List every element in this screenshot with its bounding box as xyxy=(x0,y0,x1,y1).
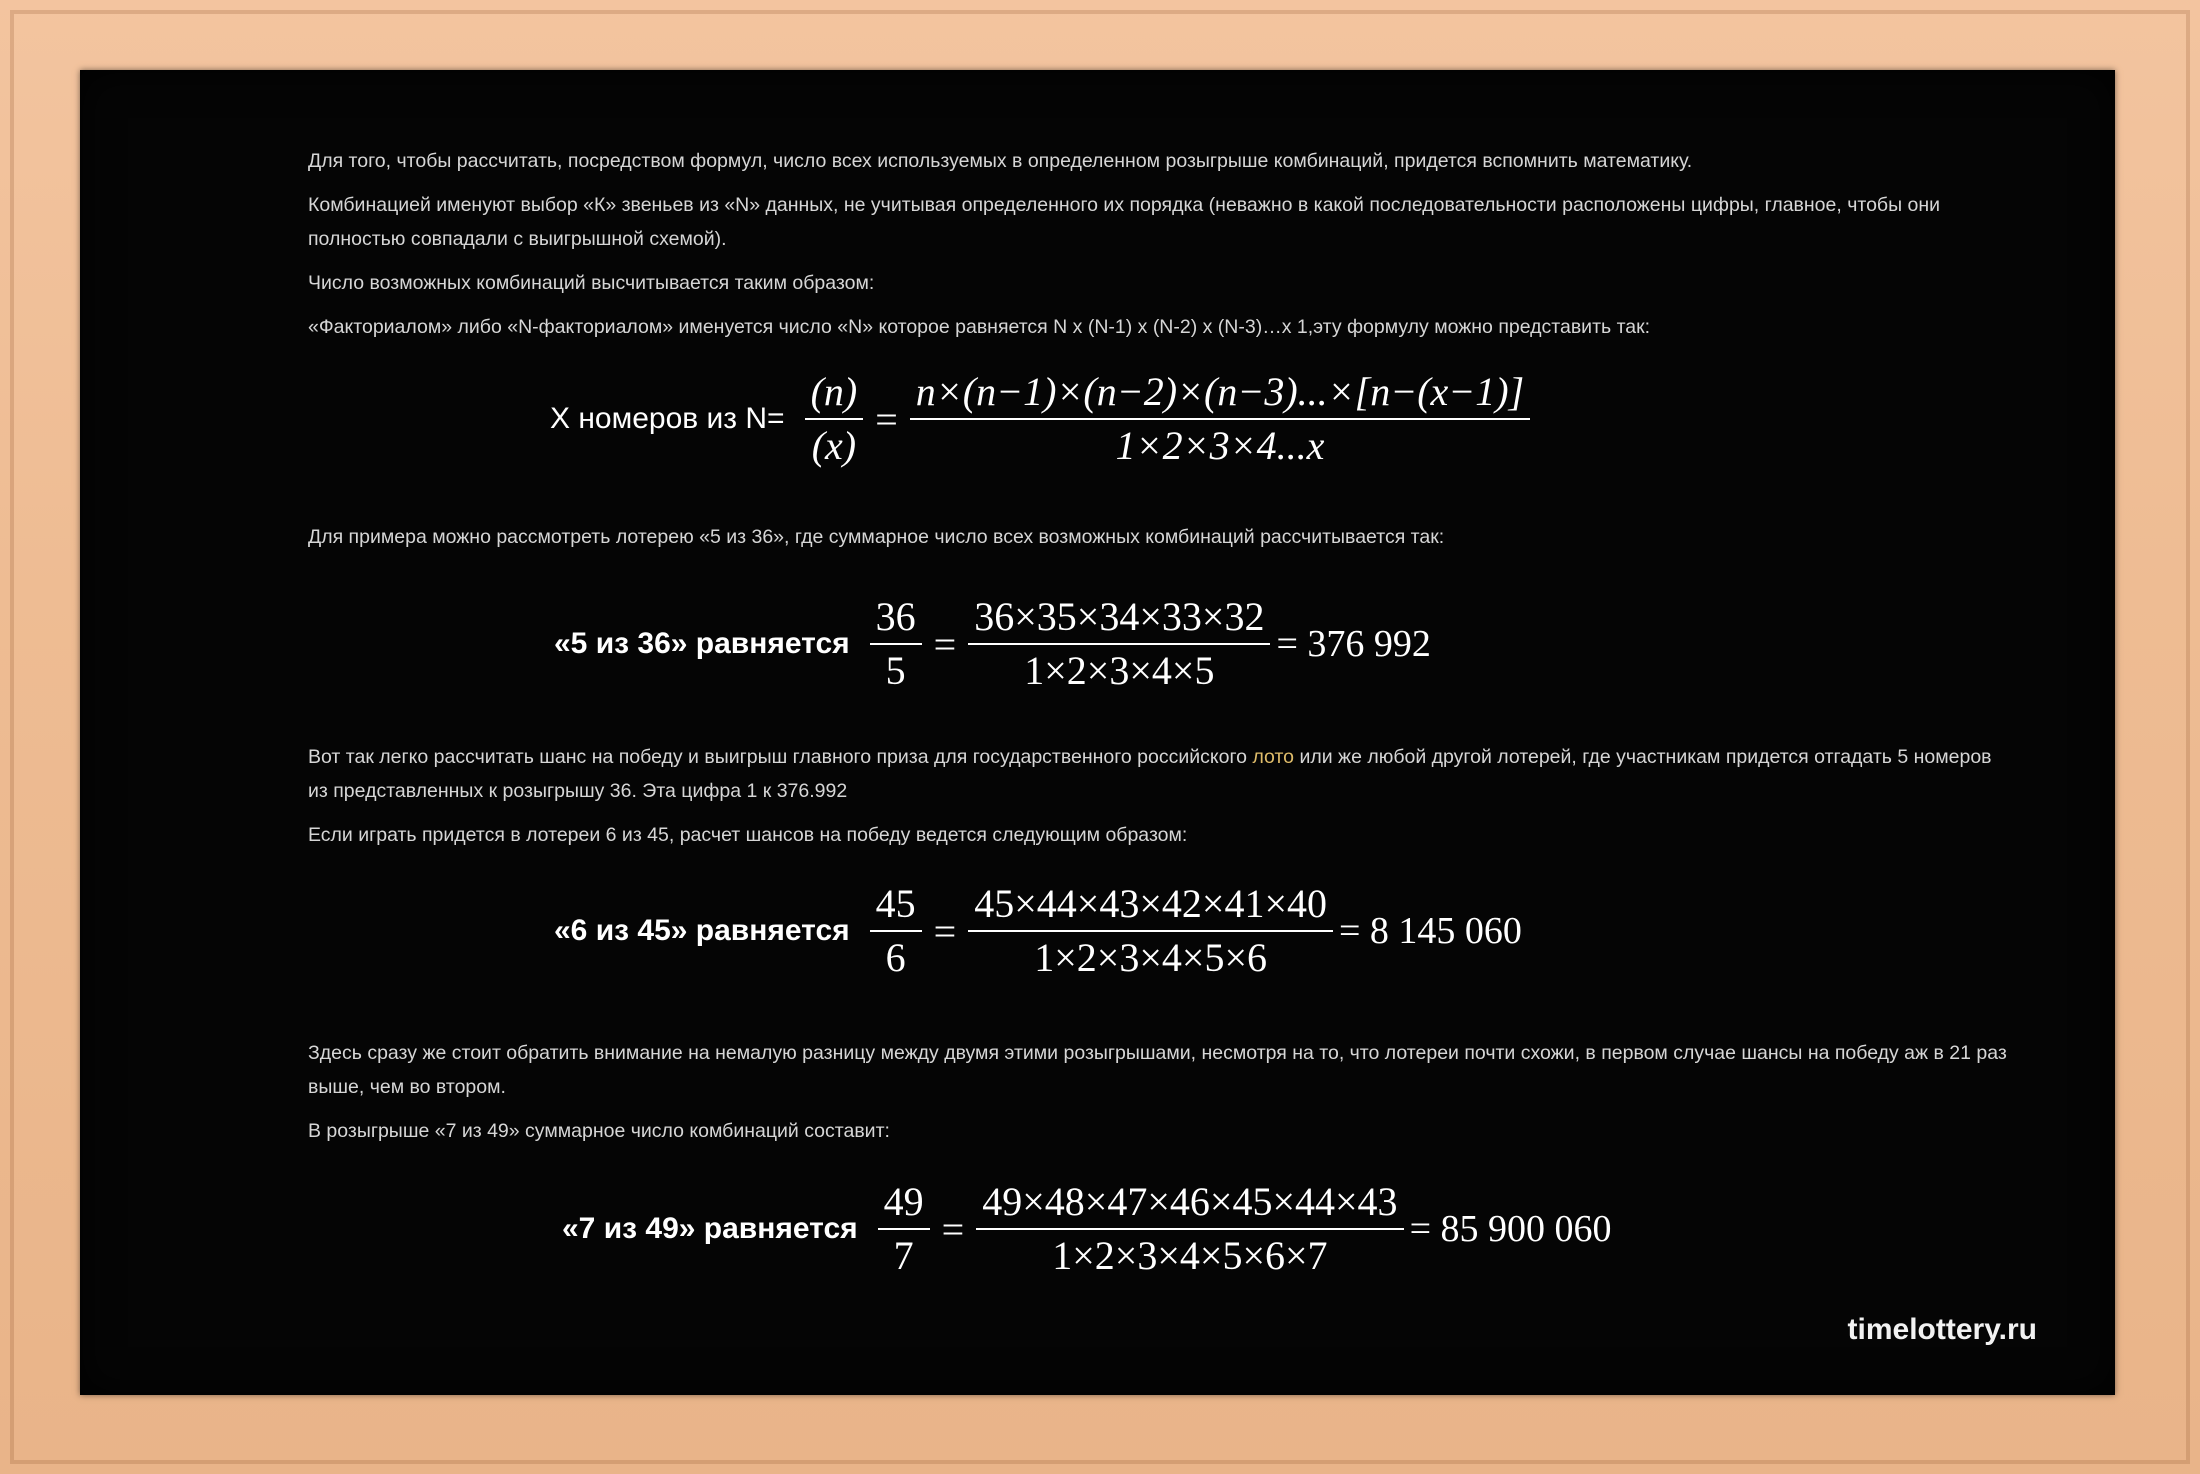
paragraph-combinations-count: Число возможных комбинаций высчитывается таким образом: xyxy=(308,272,875,294)
formula-6-of-45-fraction-expanded xyxy=(968,882,1333,980)
formula-general-denominator: (x) xyxy=(811,423,857,468)
formula-6-of-45 xyxy=(554,882,1522,980)
formula-6-of-45-denominator: 6 xyxy=(885,935,906,980)
formula-7-of-49 xyxy=(562,1180,1612,1278)
formula-general-numerator: (n) xyxy=(805,370,864,420)
formula-5-of-36-label: «5 из 36» равняется xyxy=(554,627,850,660)
board-content xyxy=(80,70,2115,1395)
formula-general-fraction-expanded xyxy=(910,370,1530,468)
brand-watermark: timelottery.ru xyxy=(1847,1313,2037,1346)
formula-5-of-36 xyxy=(554,595,1431,693)
paragraph-example-5-36: Для примера можно рассмотреть лотерею «5 из 36», где суммарное число всех возможных комбинаций рассчитывается так: xyxy=(308,526,1445,548)
equals-sign: = xyxy=(933,621,957,667)
formula-7-of-49-numerator: 49 xyxy=(878,1180,930,1230)
paragraph-6-of-45-intro: Если играть придется в лотереи 6 из 45, расчет шансов на победу ведется следующим образом: xyxy=(308,824,1188,846)
formula-6-of-45-result: = 8 145 060 xyxy=(1339,910,1522,952)
paragraph-intro: Для того, чтобы рассчитать, посредством формул, число всех используемых в определенном розыгрыше комбинаций, придется вспомнить математику. xyxy=(308,150,1693,172)
paragraph-combination-definition: Комбинацией именуют выбор «К» звеньев из «N» данных, не учитывая определенного их порядка (неважно в какой последовательности расположены цифры, главное, чтобы они полностью совпадали с выигрышной схемой). xyxy=(308,194,1941,250)
formula-6-of-45-fraction-simple xyxy=(870,882,922,980)
equals-sign: = xyxy=(933,908,957,954)
formula-general xyxy=(550,370,1536,468)
formula-5-of-36-fraction-expanded xyxy=(968,595,1270,693)
formula-6-of-45-product: 45×44×43×42×41×40 xyxy=(968,882,1333,932)
formula-general-label: X номеров из N= xyxy=(550,402,785,435)
formula-7-of-49-result: = 85 900 060 xyxy=(1409,1208,1612,1250)
paragraph-result-text-end: или же любой другой лотерей, где участникам придется отгадать 5 номеров из представленных к розыгрышу 36. Эта цифра 1 к 376.992 xyxy=(308,746,1992,802)
formula-5-of-36-denominator: 5 xyxy=(885,648,906,693)
equals-sign: = xyxy=(875,396,898,442)
formula-5-of-36-factorial: 1×2×3×4×5 xyxy=(1024,648,1215,693)
formula-5-of-36-result: = 376 992 xyxy=(1276,623,1431,665)
paragraph-7-of-49-intro: В розыгрыше «7 из 49» суммарное число комбинаций составит: xyxy=(308,1120,890,1142)
formula-5-of-36-fraction-simple xyxy=(870,595,922,693)
equals-sign: = xyxy=(941,1206,965,1252)
formula-7-of-49-factorial: 1×2×3×4×5×6×7 xyxy=(1052,1233,1328,1278)
formula-general-product: n×(n−1)×(n−2)×(n−3)...×[n−(x−1)] xyxy=(910,370,1530,420)
paragraph-result-text-start: Вот так легко рассчитать шанс на победу и выигрыш главного приза для государственного российского xyxy=(308,746,1253,768)
formula-5-of-36-product: 36×35×34×33×32 xyxy=(968,595,1270,645)
formula-general-fraction-simple xyxy=(805,370,864,468)
paragraph-comparison: Здесь сразу же стоит обратить внимание на немалую разницу между двумя этими розыгрышами, несмотря на то, что лотереи почти схожи, в первом случае шансы на победу аж в 21 раз выше, чем во втором. xyxy=(308,1042,2007,1098)
paragraph-factorial: «Факториалом» либо «N-факториалом» именуется число «N» которое равняется N x (N-1) x (N-2) x (N-3)…x 1,эту формулу можно представить так: xyxy=(308,316,1651,338)
chalkboard xyxy=(80,70,2115,1395)
formula-7-of-49-denominator: 7 xyxy=(893,1233,914,1278)
formula-general-factorial: 1×2×3×4...x xyxy=(1115,423,1325,468)
formula-7-of-49-fraction-simple xyxy=(878,1180,930,1278)
loto-link[interactable]: лото xyxy=(1252,746,1295,768)
formula-7-of-49-fraction-expanded xyxy=(976,1180,1403,1278)
formula-6-of-45-label: «6 из 45» равняется xyxy=(554,914,850,947)
paragraph-result-5-36 xyxy=(308,740,2008,808)
formula-5-of-36-numerator: 36 xyxy=(870,595,922,645)
formula-6-of-45-factorial: 1×2×3×4×5×6 xyxy=(1034,935,1267,980)
formula-7-of-49-label: «7 из 49» равняется xyxy=(562,1212,858,1245)
formula-6-of-45-numerator: 45 xyxy=(870,882,922,932)
formula-7-of-49-product: 49×48×47×46×45×44×43 xyxy=(976,1180,1403,1230)
